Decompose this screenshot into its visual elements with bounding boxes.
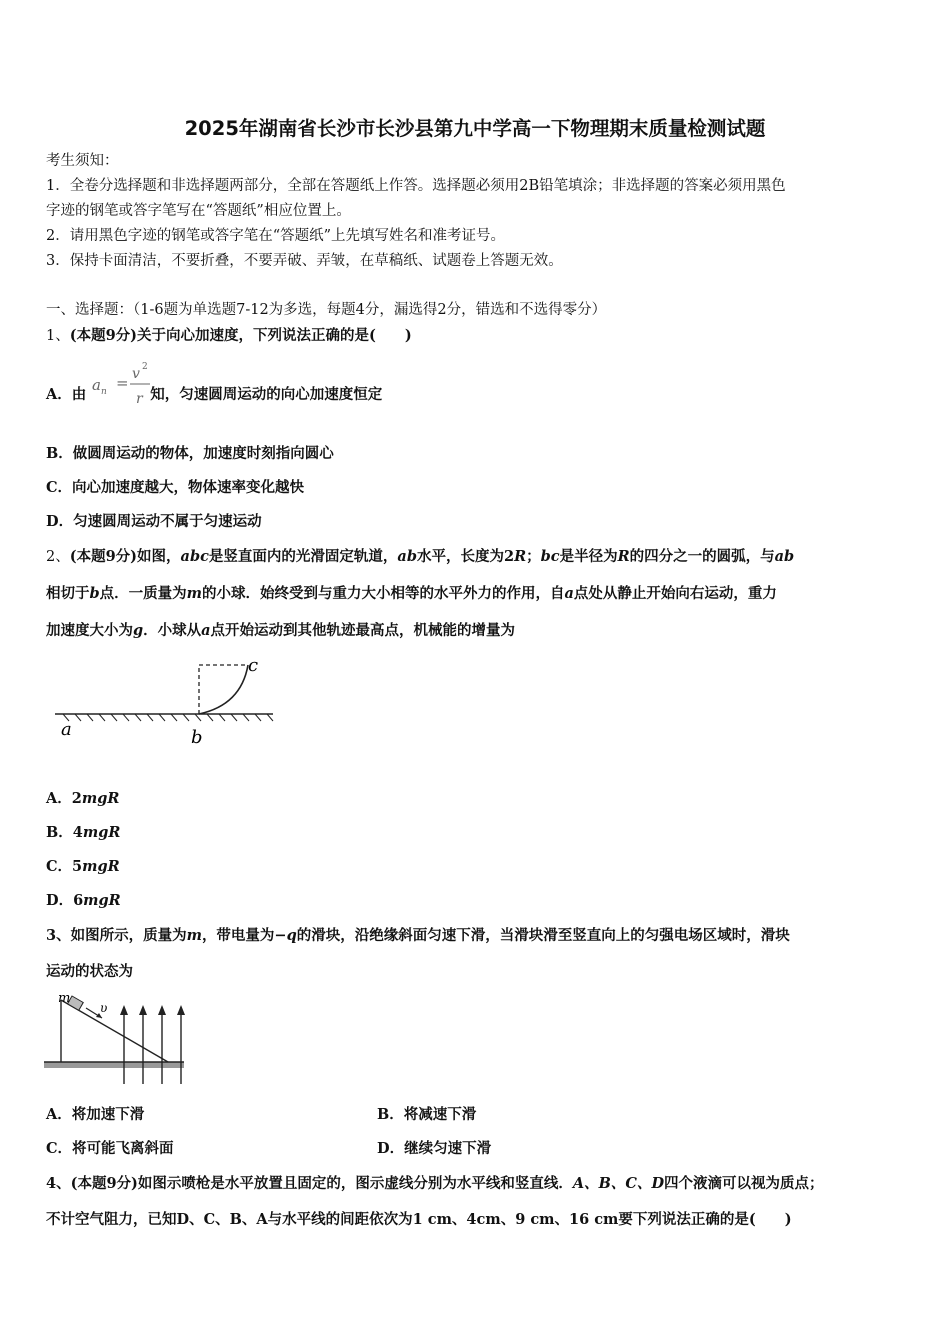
label-v: υ bbox=[100, 1001, 108, 1015]
field-lines bbox=[124, 1012, 181, 1084]
field-arrowheads bbox=[120, 1005, 185, 1015]
notice-item-2: 2．请用黑色字迹的钢笔或答字笔在“答题纸”上先填写姓名和准考证号。 bbox=[46, 228, 506, 244]
q2-option-a bbox=[46, 789, 119, 809]
label-b: b bbox=[191, 727, 203, 748]
option-expr: mgR bbox=[82, 858, 120, 875]
q2-number: 2、 bbox=[46, 549, 70, 565]
q4-text: 如图示喷枪是水平放置且固定的，图示虚线分别为水平线和竖直线． bbox=[137, 1175, 573, 1192]
option-label: B． bbox=[46, 824, 73, 841]
page-title: 2025年湖南省长沙市长沙县第九中学高一下物理期末质量检测试题 bbox=[184, 117, 766, 140]
label-c: c bbox=[248, 655, 259, 676]
q2-text: ； bbox=[526, 548, 541, 565]
formula-pow: 2 bbox=[142, 362, 148, 372]
option-label: A． bbox=[46, 790, 72, 807]
option-coef: 5 bbox=[72, 858, 83, 875]
q1-score: (本题9分) bbox=[69, 327, 138, 344]
q2-var: a bbox=[201, 622, 211, 639]
q2-var: R bbox=[514, 548, 527, 565]
notice-heading: 考生须知： bbox=[46, 153, 119, 169]
q3-text: 的滑块，沿绝缘斜面匀速下滑，当滑块滑至竖直向上的匀强电场区域时，滑块 bbox=[296, 927, 790, 944]
q4-var: A、B、C、D bbox=[572, 1175, 665, 1192]
option-expr: mgR bbox=[82, 824, 121, 841]
q2-option-d bbox=[46, 891, 121, 911]
q2-var: ab bbox=[774, 548, 795, 565]
q2-text: 的小球．始终受到与重力大小相等的水平外力的作用，自 bbox=[201, 585, 565, 602]
q1-a-post: 知，匀速圆周运动的向心加速度恒定 bbox=[150, 386, 383, 403]
q4-number: 4、 bbox=[46, 1175, 71, 1192]
q2-text: 点开始运动到其他轨迹最高点，机械能的增量为 bbox=[210, 622, 516, 639]
q2-text: 是半径为 bbox=[559, 548, 618, 565]
q2-var: R bbox=[617, 548, 630, 565]
option-coef: 4 bbox=[72, 824, 83, 841]
formula-lhs: a bbox=[92, 376, 101, 394]
label-a: a bbox=[61, 719, 72, 740]
q2-track-figure bbox=[55, 655, 280, 750]
centripetal-formula bbox=[92, 358, 154, 410]
q3-option-d: D．继续匀速下滑 bbox=[377, 1140, 492, 1157]
q2-option-b bbox=[46, 823, 120, 843]
arc-bc bbox=[199, 665, 248, 714]
q3-text: ，带电量为− bbox=[201, 927, 287, 944]
q3-stem-line1 bbox=[46, 926, 790, 946]
q2-var: bc bbox=[540, 548, 560, 565]
q2-var: ab bbox=[397, 548, 417, 565]
q2-stem-line2 bbox=[46, 584, 777, 604]
q2-var: abc bbox=[180, 548, 209, 565]
label-m: m bbox=[58, 991, 71, 1006]
formula-eq: = bbox=[116, 374, 129, 392]
q2-text: 是竖直面内的光滑固定轨道， bbox=[208, 548, 398, 565]
option-expr: mgR bbox=[83, 892, 121, 909]
option-expr: mgR bbox=[81, 790, 120, 807]
q4-text: 四个液滴可以视为质点； bbox=[664, 1175, 824, 1192]
option-label: D． bbox=[46, 892, 74, 909]
q1-stem-text: 关于向心加速度，下列说法正确的是( ) bbox=[137, 327, 412, 344]
q4-stem-line2: 不计空气阻力，已知D、C、B、A与水平线的间距依次为1 cm、4cm、9 cm、16 cm要下列说法正确的是( ) bbox=[46, 1211, 792, 1228]
q2-stem-line3 bbox=[46, 621, 515, 641]
q2-text: 点处从静止开始向右运动，重力 bbox=[573, 585, 777, 602]
q4-stem-line1 bbox=[46, 1174, 824, 1194]
q2-text: 的四分之一的圆弧，与 bbox=[629, 548, 775, 565]
q2-score: (本题9分) bbox=[69, 548, 138, 565]
q3-stem-line2: 运动的状态为 bbox=[46, 963, 133, 980]
notice-item-1: 1．全卷分选择题和非选择题两部分，全部在答题纸上作答。选择题必须用2B铅笔填涂；非选择题的答案必须用黑色 bbox=[46, 178, 786, 194]
q1-option-c: C．向心加速度越大，物体速率变化越快 bbox=[46, 479, 305, 496]
formula-num: v bbox=[132, 366, 140, 382]
formula-sub: n bbox=[101, 387, 107, 397]
q3-text: 如图所示，质量为 bbox=[70, 927, 187, 944]
ground-block bbox=[44, 1062, 184, 1068]
notice-item-3: 3．保持卡面清洁，不要折叠，不要弄破、弄皱，在草稿纸、试题卷上答题无效。 bbox=[46, 253, 563, 269]
q3-number: 3、 bbox=[46, 927, 71, 944]
ground-hatching bbox=[63, 714, 273, 721]
q2-text: 水平，长度为2 bbox=[416, 548, 515, 565]
q1-option-b: B．做圆周运动的物体，加速度时刻指向圆心 bbox=[46, 445, 334, 462]
q1-a-pre: 由 bbox=[71, 386, 87, 403]
q3-var: q bbox=[286, 927, 297, 944]
formula-den: r bbox=[136, 391, 143, 407]
option-label: A． bbox=[46, 386, 72, 403]
q2-text: ．小球从 bbox=[143, 622, 202, 639]
q2-option-c bbox=[46, 857, 120, 877]
q3-option-a: A．将加速下滑 bbox=[46, 1106, 145, 1123]
q2-text: 相切于 bbox=[46, 585, 90, 602]
option-label: C． bbox=[46, 858, 73, 875]
q2-var: b bbox=[89, 585, 100, 602]
section-heading: 一、选择题：（1-6题为单选题7-12为多选，每题4分，漏选得2分，错选和不选得零分） bbox=[46, 302, 607, 318]
q3-var: m bbox=[186, 927, 202, 944]
q2-text: 点．一质量为 bbox=[99, 585, 187, 602]
q2-stem-line1 bbox=[46, 547, 794, 567]
q2-var: m bbox=[186, 585, 202, 602]
q1-number: 1、 bbox=[46, 328, 70, 344]
q3-option-b: B．将减速下滑 bbox=[377, 1106, 477, 1123]
notice-item-1-cont: 字迹的钢笔或答字笔写在“答题纸”相应位置上。 bbox=[46, 203, 351, 219]
q3-option-c: C．将可能飞离斜面 bbox=[46, 1140, 174, 1157]
q4-score: (本题9分) bbox=[70, 1175, 138, 1192]
option-coef: 2 bbox=[71, 790, 82, 807]
q2-var: g bbox=[133, 622, 144, 639]
q1-option-d: D．匀速圆周运动不属于匀速运动 bbox=[46, 513, 262, 530]
q2-text: 如图， bbox=[137, 548, 181, 565]
q2-var: a bbox=[564, 585, 574, 602]
q3-incline-figure bbox=[44, 988, 189, 1086]
q1-stem bbox=[46, 326, 412, 346]
q2-text: 加速度大小为 bbox=[46, 622, 133, 639]
option-coef: 6 bbox=[73, 892, 84, 909]
